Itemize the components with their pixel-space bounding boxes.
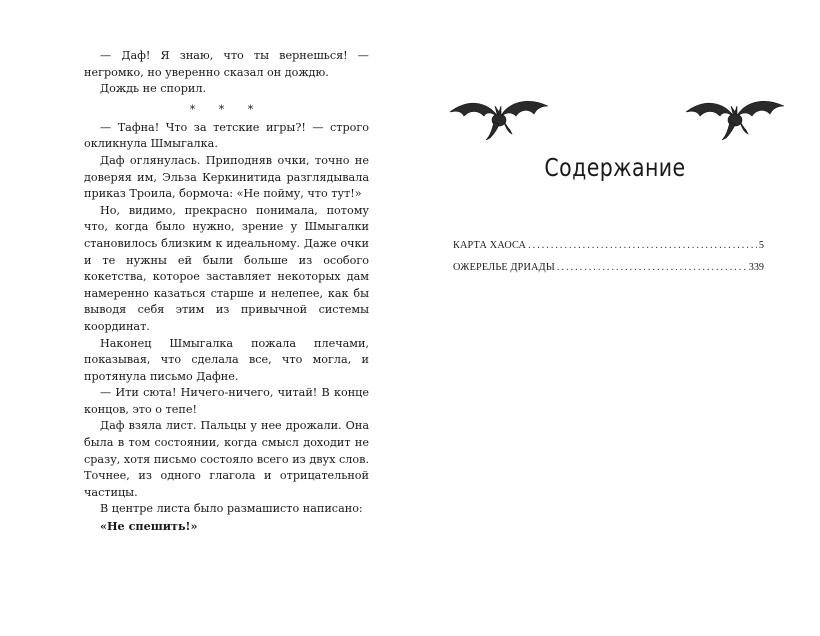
paragraph: Наконец Шмыгалка пожала плечами, показывая, что сделала все, что могла, и протянула письмо Дафне. bbox=[84, 336, 369, 383]
paragraph: В центре листа было размашисто написано: bbox=[100, 502, 363, 516]
paragraph: — Даф! Я знаю, что ты вернешься! — негромко, но уверенно сказал он дождю. bbox=[84, 49, 369, 79]
dragon-icon bbox=[680, 94, 790, 144]
toc-leader-dots bbox=[557, 257, 747, 279]
paragraph: — Ити сюта! Ничего-ничего, читай! В конце концов, это о тепе! bbox=[84, 386, 369, 416]
story-text bbox=[84, 48, 369, 535]
dragon-icon bbox=[444, 94, 554, 144]
toc-entry[interactable] bbox=[453, 235, 764, 257]
toc-title: Содержание bbox=[544, 153, 686, 182]
paragraph: Даф оглянулась. Приподняв очки, точно не доверяя им, Эльза Керкинитида разглядывала приказ Троила, бормоча: «Не пойму, что тут!» bbox=[84, 153, 369, 201]
right-page bbox=[410, 0, 820, 636]
toc-entry-label: КАРТА ХАОСА bbox=[453, 240, 527, 251]
toc-entry-page: 339 bbox=[748, 262, 764, 273]
paragraph: Но, видимо, прекрасно понимала, потому что, когда было нужно, зрение у Шмыгалки становилось близким к идеальному. Даже очки и те нужны ей были больше из особого кокетства, которое заставляет некоторых дам намеренно казаться старше и нелепее, как бы выводя себя этим из привычной системы координат. bbox=[84, 203, 369, 333]
toc-entry[interactable] bbox=[453, 257, 764, 279]
paragraph: Даф взяла лист. Пальцы у нее дрожали. Она была в том состоянии, когда смысл доходит не сразу, хотя письмо состояло всего из двух слов. Точнее, из одного глагола и отрицательной частицы. bbox=[84, 419, 369, 499]
scene-separator: * * * bbox=[189, 102, 264, 116]
toc-entry-page: 5 bbox=[758, 240, 764, 251]
table-of-contents bbox=[453, 235, 764, 279]
toc-entry-label: ОЖЕРЕЛЬЕ ДРИАДЫ bbox=[453, 262, 555, 273]
toc-leader-dots bbox=[528, 235, 757, 257]
paragraph: — Тафна! Что за тетские игры?! — строго окликнула Шмыгалка. bbox=[84, 120, 369, 151]
paragraph: Дождь не спорил. bbox=[100, 82, 207, 96]
emphasized-paragraph: «Не спешить!» bbox=[100, 519, 198, 534]
